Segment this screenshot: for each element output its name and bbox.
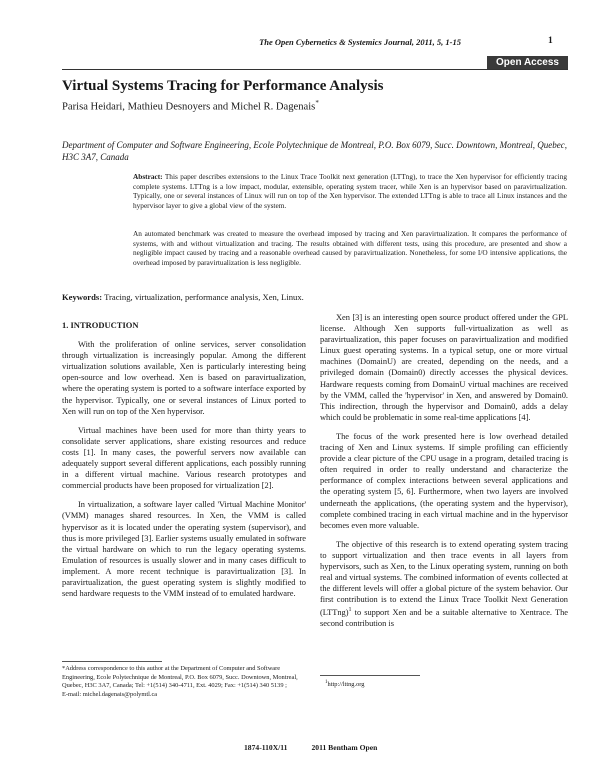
body-paragraph: With the proliferation of online services, server consolidation through virtualization is increasingly popular. Among the different virtualization solutions available, Xen is particularly interesting being open-source and low overhead. Xen is based on paravirtualization, where the operating system is ported to a software interface exported by the hypervisor. Typically, one or several instances of Linux ported to Xen will run on top of the Xen hypervisor.: [62, 340, 306, 416]
corresponding-author-mark: *: [315, 99, 319, 107]
footnote-rule-right: [320, 675, 420, 676]
left-column: [62, 320, 306, 607]
keywords: [62, 292, 304, 302]
affiliation: Department of Computer and Software Engineering, Ecole Polytechnique de Montreal, P.O. Box 6079, Succ. Downtown, Montreal, Quebec, H3C 3A7, Canada: [62, 140, 567, 162]
body-text: to support Xen and be a suitable alternative to Xentrace. The second contribution is: [320, 608, 568, 629]
authors-text: Parisa Heidari, Mathieu Desnoyers and Michel R. Dagenais: [62, 101, 316, 113]
abstract-label: Abstract:: [133, 172, 163, 181]
keywords-text: Tracing, virtualization, performance analysis, Xen, Linux.: [104, 292, 304, 302]
body-paragraph: In virtualization, a software layer called 'Virtual Machine Monitor' (VMM) manages shared resources. In Xen, the VMM is called hypervisor as it is located under the operating system (supervisor), and thus is more privileged [3]. Earlier systems usually emulated in software the virtual hardware on which to run the legacy operating systems. Emulation of resources is usually slower and in many cases difficult to implement. A more recent technique is paravirtualization [3]. In paravirtualization, the guest operating system is slightly modified to send hardware requests to the VMM instead of to emulated hardware.: [62, 500, 306, 599]
journal-header: The Open Cybernetics & Systemics Journal, 2011, 5, 1-15: [259, 37, 461, 47]
issn: 1874-110X/11: [244, 743, 288, 752]
body-paragraph: The focus of the work presented here is low overhead detailed tracing of Xen and Linux systems. If simple profiling can efficiently provide a clear picture of the CPU usage in a program, detailed tracing is often required in order to really understand and characterize the performance of complex interactions between several applications and the operating system [5, 6]. Furthermore, when two layers are involved underneath the applications, (the operating system and the hypervisor), complete combined tracing in each virtual machine and in the hypervisor becomes even more valuable.: [320, 431, 568, 530]
footnote-marker: 1: [348, 607, 352, 614]
correspondence-address: *Address correspondence to this author at the Department of Computer and Software Engineering, Ecole Polytechnique de Montreal, P.O. Box 6079, Succ. Downtown, Montreal, Quebec, H3C 3A7, Canada; Tel: +1(514) 340-4711, Ext. 4029; Fax: +1(514) 340 5139 ;: [62, 665, 298, 690]
paper-title: Virtual Systems Tracing for Performance Analysis: [62, 78, 384, 94]
right-column: [320, 312, 568, 637]
abstract-paragraph-1: [133, 172, 567, 210]
footnote-url[interactable]: http://lttng.org: [327, 681, 365, 689]
abstract-text-2: An automated benchmark was created to measure the overhead imposed by tracing and Xen paravirtualization. It compares the performance of systems, with and without virtualization and tracing. The results obtained with different tests, using this procedure, are presented and show a negligible impact caused by tracing and a reasonable overhead caused by paravirtualization. Nonetheless, for some I/O intensive applications, the overhead imposed by paravirtualization is less negligible.: [133, 229, 567, 267]
body-paragraph: Xen [3] is an interesting open source product offered under the GPL license. Although Xen supports full-virtualization as well as paravirtualization, this paper focuses on paravirtualization and modified Linux guest operating systems. In a typical setup, one or more virtual machines (DomainU) are created, depending on the needs, and a privileged domain (Domain0) directly accesses the physical devices. Hardware requests coming from DomainU virtual machines are received by the VMM, called the 'hypervisor' in Xen, and answered by Domain0. This indirection, through the hypervisor and Domain0, adds a delay which could be problematic in some real-time applications [4].: [320, 313, 568, 422]
author-list: [62, 99, 319, 113]
keywords-label: Keywords:: [62, 292, 103, 302]
body-text: The objective of this research is to extend operating system tracing to support virtualization and then trace events in all layers from hypervisors, such as Xen, to the Linux operating system, running on both real and virtual systems. The combined information of events collected at the different levels will offer a global picture of the system behavior. Our first contribution is to extend the Linux Trace Toolkit Next Generation (LTTng): [320, 539, 568, 618]
body-paragraph: Virtual machines have been used for more than thirty years to consolidate server applications, share existing resources and reduce costs [1]. In many cases, the powerful servers now available can adequately support several different applications, each possibly running in a different virtual machine. Various research prototypes and commercial products have been proposed for virtualization [2].: [62, 425, 306, 491]
section-heading-introduction: 1. INTRODUCTION: [62, 320, 139, 330]
publisher: 2011 Bentham Open: [311, 743, 378, 752]
correspondence-email: E-mail: michel.dagenais@polymtl.ca: [62, 690, 158, 698]
abstract-text-1: This paper describes extensions to the Linux Trace Toolkit next generation (LTTng), to trace the Xen hypervisor for efficiently tracing complete systems. LTTng is a low impact, modular, extensible, operating system tracer, while Xen is an hypervisor based on paravirtualization. Typically, one or several instances of Linux will run on top of the Xen hypervisor. The extended LTTng is able to trace all Linux instances and the hypervisor layer to give a global view of the system.: [133, 172, 567, 210]
abstract-paragraph-2: [133, 229, 567, 267]
page-number: 1: [548, 36, 553, 46]
url-footnote: [325, 680, 365, 688]
footnote-number: 1: [325, 680, 328, 685]
footnote-rule-left: [62, 661, 162, 662]
body-paragraph: [320, 539, 568, 630]
page-footer: [244, 743, 401, 752]
correspondence-footnote: [62, 665, 310, 699]
open-access-badge: Open Access: [487, 56, 568, 69]
header-rule: [62, 69, 568, 70]
